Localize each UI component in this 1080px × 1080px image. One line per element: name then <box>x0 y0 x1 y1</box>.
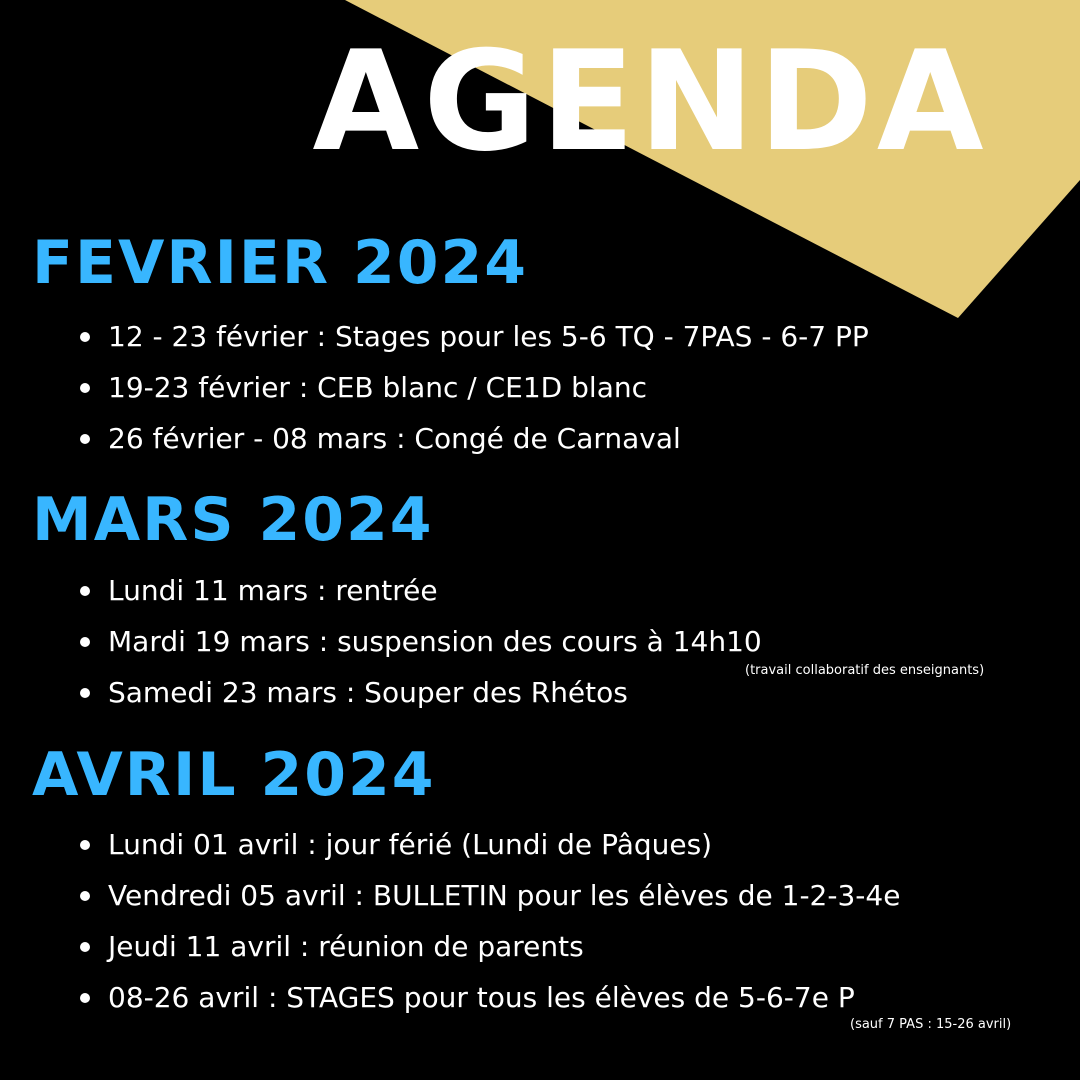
section-heading-avril: AVRIL 2024 <box>32 740 436 810</box>
bullet-icon <box>80 688 90 698</box>
note-avril: (sauf 7 PAS : 15-26 avril) <box>850 1017 1012 1032</box>
list-item <box>80 978 900 1029</box>
list-item <box>80 825 900 876</box>
list-item <box>80 673 762 724</box>
event-text: Vendredi 05 avril : BULLETIN pour les élèves de 1-2-3-4e <box>108 879 901 912</box>
bullet-icon <box>80 891 90 901</box>
list-item <box>80 876 900 927</box>
event-list-fevrier <box>80 317 869 470</box>
event-list-avril <box>80 825 900 1029</box>
event-text: 26 février - 08 mars : Congé de Carnaval <box>108 422 681 455</box>
event-text: Jeudi 11 avril : réunion de parents <box>108 930 584 963</box>
bullet-icon <box>80 434 90 444</box>
bullet-icon <box>80 840 90 850</box>
bullet-icon <box>80 586 90 596</box>
bullet-icon <box>80 383 90 393</box>
page-title: AGENDA <box>312 21 988 182</box>
event-text: 19-23 février : CEB blanc / CE1D blanc <box>108 371 647 404</box>
list-item <box>80 419 869 470</box>
event-list-mars <box>80 571 762 724</box>
bullet-icon <box>80 637 90 647</box>
event-text: Lundi 11 mars : rentrée <box>108 574 438 607</box>
note-mars: (travail collaboratif des enseignants) <box>745 663 985 678</box>
event-text: Samedi 23 mars : Souper des Rhétos <box>108 676 628 709</box>
bullet-icon <box>80 942 90 952</box>
list-item <box>80 622 762 673</box>
list-item <box>80 571 762 622</box>
bullet-icon <box>80 993 90 1003</box>
bullet-icon <box>80 332 90 342</box>
event-text: 08-26 avril : STAGES pour tous les élèves de 5-6-7e P <box>108 981 855 1014</box>
event-text: Lundi 01 avril : jour férié (Lundi de Pâques) <box>108 828 713 861</box>
section-heading-mars: MARS 2024 <box>32 485 434 555</box>
list-item <box>80 317 869 368</box>
event-text: Mardi 19 mars : suspension des cours à 14h10 <box>108 625 762 658</box>
list-item <box>80 368 869 419</box>
event-text: 12 - 23 février : Stages pour les 5-6 TQ - 7PAS - 6-7 PP <box>108 320 869 353</box>
list-item <box>80 927 900 978</box>
section-heading-fevrier: FEVRIER 2024 <box>32 228 529 298</box>
